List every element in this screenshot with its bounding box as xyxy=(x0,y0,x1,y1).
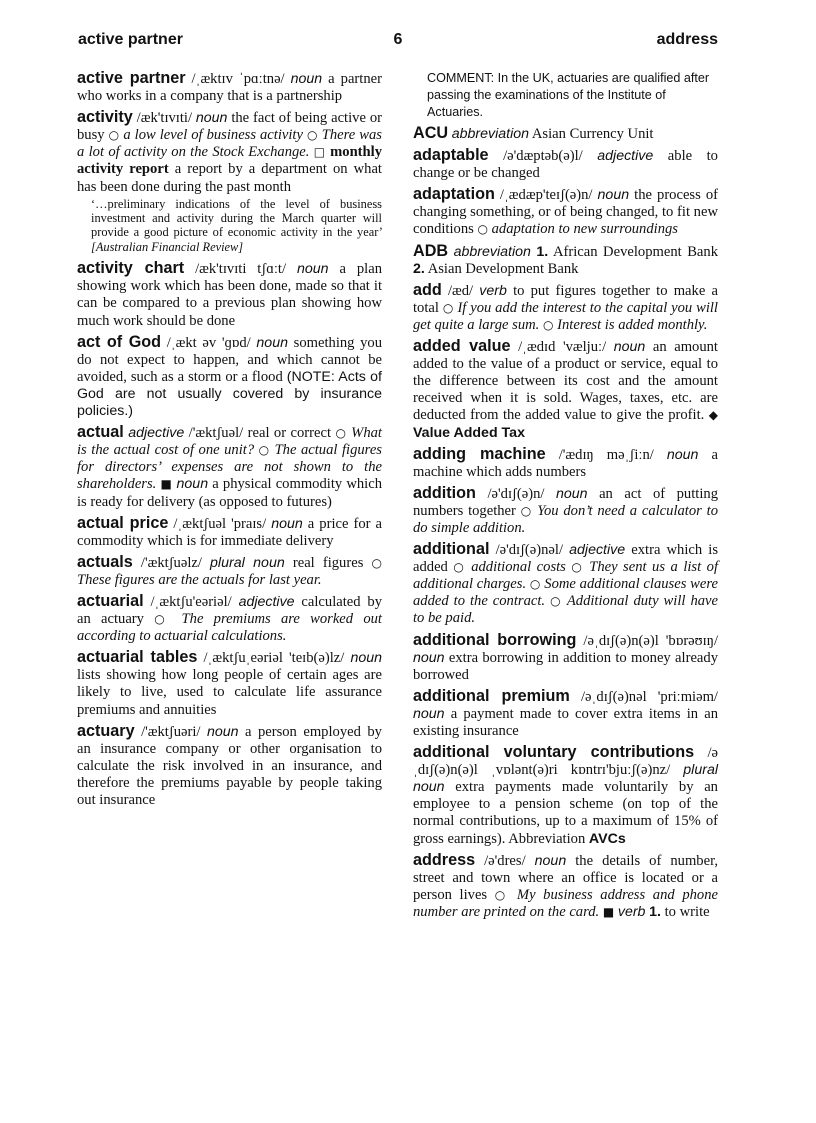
part-of-speech: abbreviation xyxy=(451,126,530,142)
headword: address xyxy=(413,850,476,869)
pronunciation: /'æktʃuəlz/ xyxy=(140,554,202,571)
sub-headword: monthly activity report xyxy=(77,144,383,178)
page-number: 6 xyxy=(393,31,403,48)
example: There was a lot of activity on the Stock Exchange. xyxy=(77,127,382,161)
pronunciation: /ˌædæp'teɪʃ(ə)n/ xyxy=(499,187,593,204)
headword: actuals xyxy=(77,552,133,571)
part-of-speech: noun xyxy=(350,650,382,667)
entry-added-value xyxy=(413,338,718,442)
pronunciation: /ˌæktʃu'eəriəl/ xyxy=(150,593,232,610)
pronunciation: /ˌækt əv 'ɡɒd/ xyxy=(166,334,251,351)
subentry-marker: □ xyxy=(313,145,326,160)
pronunciation: /ˌæktʃuəl 'praɪs/ xyxy=(173,515,267,532)
part-of-speech: noun xyxy=(296,261,329,278)
definition: African Development Bank xyxy=(552,243,718,260)
part-of-speech: adjective xyxy=(569,542,626,559)
entry-add xyxy=(413,282,718,334)
example: The actual figures for directors’ expenses are not shown to the shareholders. xyxy=(77,442,382,493)
definition: real figures xyxy=(292,554,364,571)
example-marker: ○ xyxy=(550,594,562,609)
example-marker: ○ xyxy=(520,503,533,518)
definition: extra payments made voluntarily by an employee to a pension scheme (on top of the normal contributions, up to a maximum of 15% of gross earnings). Abbreviation xyxy=(413,779,718,847)
headword: adding machine xyxy=(413,444,546,463)
definition: a price for a commodity which is for immediate delivery xyxy=(77,515,382,549)
example-marker: ○ xyxy=(306,128,318,143)
pronunciation: /'æktʃuəl/ xyxy=(188,425,244,442)
part-of-speech: noun xyxy=(666,446,699,463)
headword: additional xyxy=(413,540,490,559)
definition: a plan showing work which has been done, made so that it can be compared to a previous plan showing how much work should be done xyxy=(77,261,382,329)
example: My business address and phone number are printed on the card. xyxy=(413,886,718,920)
definition: able to change or be changed xyxy=(413,148,718,182)
entry-adaptation xyxy=(413,186,718,238)
example: If you add the interest to the capital you will get quite a large sum. xyxy=(413,299,718,333)
part-of-speech: noun xyxy=(290,71,323,87)
pronunciation: /ə'dæptəb(ə)l/ xyxy=(503,148,583,165)
entry-actual xyxy=(77,424,382,510)
entry-actuary xyxy=(77,723,382,809)
pronunciation: /ə'dɪʃ(ə)nəl/ xyxy=(495,542,564,559)
example: Some additional clauses were added to the contract. xyxy=(413,576,718,610)
definition: a payment made to cover extra items in an existing insurance xyxy=(413,705,718,739)
example-marker: ○ xyxy=(571,560,584,575)
part-of-speech: noun xyxy=(256,334,288,351)
part-of-speech: adjective xyxy=(238,593,295,610)
part-of-speech: adjective xyxy=(597,148,654,165)
example-marker: ○ xyxy=(453,560,466,575)
sense-number: 1. xyxy=(649,903,661,920)
definition: calculated by an actuary xyxy=(77,593,383,628)
headword: active partner xyxy=(77,69,186,87)
definition: an amount added to the value of a product or service, equal to the difference between its cost and the amount received when it is sold. Wages, taxes, etc. are deducted from the added value to give the profit. xyxy=(413,339,718,424)
header-first-entry: active partner xyxy=(78,31,183,48)
part-of-speech: noun xyxy=(195,110,228,127)
entry-adding-machine xyxy=(413,446,718,481)
definition: something you do not expect to happen, and which cannot be avoided, such as a storm or a flood xyxy=(77,334,383,385)
entry-activity xyxy=(77,109,382,195)
pronunciation: /æk'tɪvɪti/ xyxy=(136,110,193,127)
example: The premiums are worked out according to actuarial calculations. xyxy=(77,611,382,645)
headword: addition xyxy=(413,483,476,502)
part-of-speech: verb xyxy=(479,282,507,299)
definition: the fact of being active or busy xyxy=(77,110,382,144)
headword: ADB xyxy=(413,241,449,260)
pronunciation: /ə'dres/ xyxy=(484,852,526,869)
entry-actuarial xyxy=(77,593,382,645)
citation-quote xyxy=(91,197,382,255)
part-of-speech: noun xyxy=(413,705,445,722)
part-of-speech: plural noun xyxy=(413,762,718,796)
definition: a physical commodity which is ready for delivery (as opposed to futures) xyxy=(77,476,383,510)
entry-actuals xyxy=(77,554,382,589)
sense-number: 1. xyxy=(536,243,549,260)
sense-marker: ■ xyxy=(160,477,173,492)
pronunciation: /əˌdɪʃ(ə)n(ə)l 'bɒrəʊɪŋ/ xyxy=(583,632,718,649)
example-marker: ○ xyxy=(442,300,454,315)
example-marker: ○ xyxy=(335,426,347,441)
pronunciation: /'æktʃuəri/ xyxy=(141,723,201,740)
definition: an act of putting numbers together xyxy=(413,485,718,519)
definition: Asian Development Bank xyxy=(427,260,579,277)
entry-act-of-god xyxy=(77,334,382,420)
pronunciation: /ˌædɪd 'væljuː/ xyxy=(518,339,607,356)
part-of-speech: verb xyxy=(617,903,646,920)
part-of-speech: noun xyxy=(597,187,630,204)
abbreviation: AVCs xyxy=(588,830,626,847)
entry-activity-chart xyxy=(77,260,382,329)
entry-actual-price xyxy=(77,515,382,550)
definition: a report by a department on what has been done during the past month xyxy=(77,161,382,195)
definition: extra borrowing in addition to money already borrowed xyxy=(413,649,718,683)
definition: extra which is added xyxy=(413,542,719,576)
headword: additional voluntary contributions xyxy=(413,743,695,762)
pronunciation: /əˌdɪʃ(ə)nəl 'priːmiəm/ xyxy=(581,688,718,705)
headword: adaptable xyxy=(413,146,489,165)
example-marker: ○ xyxy=(494,887,510,902)
definition: the details of number, street and town where an office is located or a person lives xyxy=(413,852,718,903)
entry-actuarial-tables xyxy=(77,649,382,718)
part-of-speech: noun xyxy=(534,852,567,869)
example-marker: ○ xyxy=(529,577,541,592)
example: They sent us a list of additional charges. xyxy=(413,559,719,593)
part-of-speech: plural noun xyxy=(210,554,285,571)
headword: additional borrowing xyxy=(413,630,577,649)
pronunciation: /ˌæktɪv ˈpɑːtnə/ xyxy=(191,71,285,87)
pronunciation: /ˌæktʃuˌeəriəl 'teɪb(ə)lz/ xyxy=(203,650,345,667)
headword: ACU xyxy=(413,124,449,142)
entry-additional-voluntary-contributions xyxy=(413,744,718,848)
pronunciation: /'ædɪŋ məˌʃiːn/ xyxy=(558,446,654,463)
example: adaptation to new surroundings xyxy=(491,221,678,238)
entry-address xyxy=(413,852,718,921)
part-of-speech: noun xyxy=(413,649,445,666)
part-of-speech: noun xyxy=(271,515,303,532)
note-label: (NOTE: xyxy=(286,368,339,385)
entry-adb xyxy=(413,243,718,278)
example-marker: ○ xyxy=(542,317,554,332)
headword: adaptation xyxy=(413,185,495,204)
note-text: Acts of God are not usually covered by insurance policies.) xyxy=(77,368,382,420)
definition: a person employed by an insurance company or other organisation to calculate the risk involved in an insurance, and therefore the premiums payable by people taking out insurance xyxy=(77,723,382,808)
pronunciation: /æd/ xyxy=(447,282,474,299)
example: a low level of business activity xyxy=(123,127,303,144)
cross-reference-icon: ◆ xyxy=(708,408,718,423)
example: These figures are the actuals for last year. xyxy=(77,571,322,588)
comment-box: COMMENT: In the UK, actuaries are qualified after passing the examinations of the Institute of Actuaries. xyxy=(427,71,710,119)
sense-number: 2. xyxy=(413,260,425,277)
entry-addition xyxy=(413,485,718,537)
definition: to put figures together to make a total xyxy=(413,282,718,316)
example: Additional duty will have to be paid. xyxy=(413,593,718,627)
headword: additional premium xyxy=(413,686,570,705)
headword: act of God xyxy=(77,332,162,351)
example-marker: ○ xyxy=(258,443,271,458)
headword: actual xyxy=(77,423,124,442)
cross-reference: Value Added Tax xyxy=(413,424,525,441)
part-of-speech: noun xyxy=(555,485,588,502)
pronunciation: /æk'tɪvɪti tʃɑːt/ xyxy=(195,261,287,278)
definition: to write xyxy=(664,903,710,920)
entry-acu xyxy=(413,125,718,143)
definition: a machine which adds numbers xyxy=(413,446,719,480)
headword: add xyxy=(413,280,442,299)
entry-additional-premium xyxy=(413,688,718,740)
example: What is the actual cost of one unit? xyxy=(77,425,382,459)
pronunciation: /əˌdɪʃ(ə)n(ə)l ˌvɒlənt(ə)ri kɒntrɪ'bjuːʃ(ə)nz/ xyxy=(413,745,718,779)
running-header xyxy=(78,31,718,55)
definition: Asian Currency Unit xyxy=(531,126,654,142)
headword: added value xyxy=(413,337,511,356)
part-of-speech: adjective xyxy=(128,425,185,442)
left-column xyxy=(77,70,382,813)
example-marker: ○ xyxy=(371,555,382,570)
example-marker: ○ xyxy=(154,612,172,627)
part-of-speech: abbreviation xyxy=(453,243,531,260)
example-marker: ○ xyxy=(477,222,488,237)
headword: actuarial xyxy=(77,591,144,610)
entry-additional xyxy=(413,541,718,627)
headword: activity chart xyxy=(77,259,185,278)
part-of-speech: noun xyxy=(206,723,239,740)
sense-marker: ■ xyxy=(602,904,615,919)
entry-adaptable xyxy=(413,147,718,182)
example: Interest is added monthly. xyxy=(557,316,708,333)
headword: activity xyxy=(77,108,133,127)
right-column xyxy=(413,70,718,925)
definition: real or correct xyxy=(247,425,332,442)
entry-active-partner xyxy=(77,70,382,105)
definition: lists showing how long people of certain ages are likely to live, used to calculate life assurance premiums and annuities xyxy=(77,667,382,718)
part-of-speech: noun xyxy=(176,476,209,493)
quote-text: ‘…preliminary indications of the level of business investment and activity during the March quarter will provide a good picture of economic activity in the year’ xyxy=(91,196,382,240)
quote-source: [Australian Financial Review] xyxy=(91,239,244,254)
header-last-entry: address xyxy=(656,31,718,48)
example: additional costs xyxy=(471,559,566,576)
headword: actuary xyxy=(77,721,135,740)
headword: actual price xyxy=(77,513,169,532)
entry-additional-borrowing xyxy=(413,632,718,684)
example: You don’t need a calculator to do simple addition. xyxy=(413,502,718,536)
example-marker: ○ xyxy=(108,128,120,143)
pronunciation: /ə'dɪʃ(ə)n/ xyxy=(487,485,545,502)
part-of-speech: noun xyxy=(613,339,646,356)
definition: the process of changing something, or of being changed, to fit new conditions xyxy=(413,187,718,238)
definition: a partner who works in a company that is a partnership xyxy=(77,71,382,105)
headword: actuarial tables xyxy=(77,648,198,667)
